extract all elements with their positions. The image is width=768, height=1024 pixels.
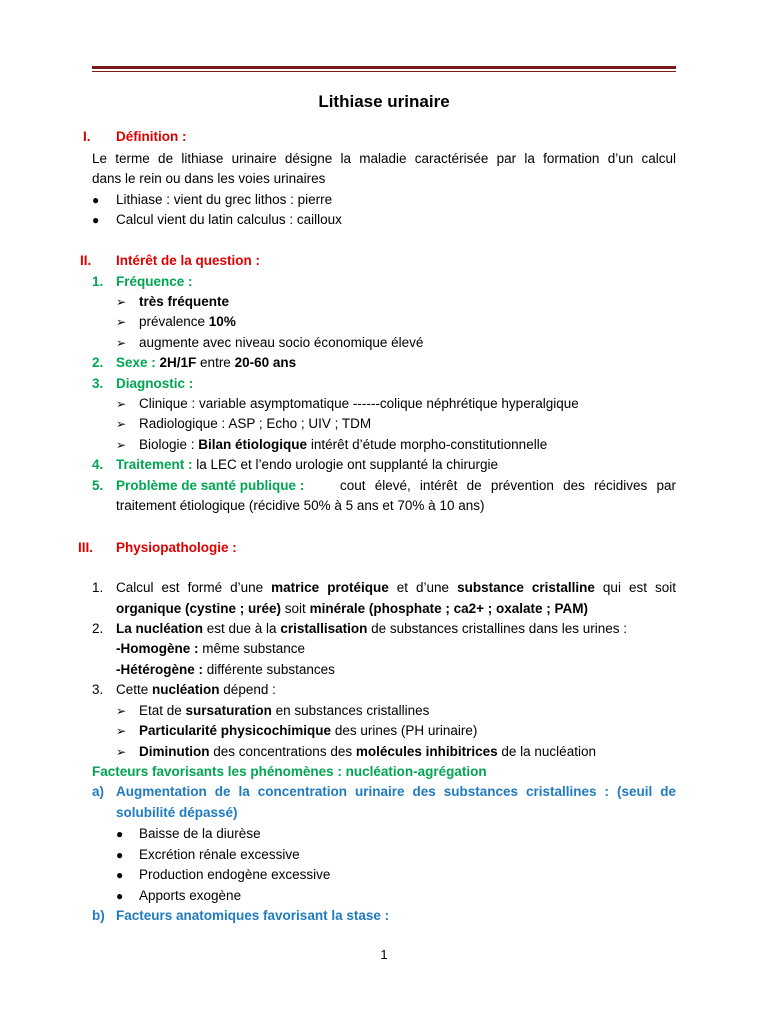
- item-5-label: Problème de santé publique :: [116, 478, 305, 493]
- item-3-number: 3.: [92, 376, 104, 391]
- factor-a-line-1: Augmentation de la concentration urinaire des substances cristallines : (seuil de: [116, 784, 676, 799]
- frequency-point-2: prévalence 10%: [139, 314, 236, 329]
- arrow-bullet-icon: ➢: [116, 438, 127, 452]
- frequency-point-3: augmente avec niveau socio économique élevé: [139, 335, 424, 350]
- bullet-icon: ●: [92, 213, 100, 227]
- page-number: 1: [380, 947, 388, 962]
- item-4-text: Traitement : la LEC et l’endo urologie ont supplanté la chirurgie: [116, 457, 498, 472]
- physio-2-number: 2.: [92, 621, 104, 636]
- item-5-text-1: cout élevé, intérêt de prévention des récidives par: [340, 478, 676, 493]
- definition-line-2: dans le rein ou dans les voies urinaires: [92, 171, 326, 186]
- diagnostic-point-1: Clinique : variable asymptomatique ------colique néphrétique hyperalgique: [139, 396, 579, 411]
- frequency-point-1: très fréquente: [139, 294, 230, 309]
- section-2-number: II.: [80, 253, 92, 268]
- factor-a-number: a): [92, 784, 105, 799]
- factor-a-line-2: solubilité dépassé): [116, 805, 238, 820]
- section-3-heading: Physiopathologie :: [116, 540, 237, 555]
- arrow-bullet-icon: ➢: [116, 397, 127, 411]
- section-1-number: I.: [83, 129, 91, 144]
- document-title: Lithiase urinaire: [318, 92, 450, 111]
- section-1-heading: Définition :: [116, 129, 187, 144]
- item-2-text: Sexe : 2H/1F entre 20-60 ans: [116, 355, 297, 370]
- factor-a-item: Apports exogène: [139, 888, 242, 903]
- factor-b-heading: Facteurs anatomiques favorisant la stase :: [116, 908, 390, 923]
- diagnostic-point-2: Radiologique : ASP ; Echo ; UIV ; TDM: [139, 416, 372, 431]
- physio-1-number: 1.: [92, 580, 104, 595]
- arrow-bullet-icon: ➢: [116, 336, 127, 350]
- arrow-bullet-icon: ➢: [116, 745, 127, 759]
- arrow-bullet-icon: ➢: [116, 315, 127, 329]
- physio-1-line-1: Calcul est formé d’une matrice protéique et d’une substance cristalline qui est soit: [116, 580, 676, 595]
- bullet-icon: ●: [116, 848, 124, 862]
- bullet-icon: ●: [116, 868, 124, 882]
- factors-heading: Facteurs favorisants les phénomènes : nucléation-agrégation: [92, 764, 487, 779]
- physio-2-line-2: -Homogène : même substance: [116, 641, 306, 656]
- definition-bullet-1: Lithiase : vient du grec lithos : pierre: [116, 192, 333, 207]
- nucleation-point-2: Particularité physicochimique des urines (PH urinaire): [139, 723, 478, 738]
- item-5-text-2: traitement étiologique (récidive 50% à 5 ans et 70% à 10 ans): [116, 498, 485, 513]
- physio-3-line-1: Cette nucléation dépend :: [116, 682, 276, 697]
- item-4-number: 4.: [92, 457, 104, 472]
- nucleation-point-3: Diminution des concentrations des molécules inhibitrices de la nucléation: [139, 744, 596, 759]
- physio-3-number: 3.: [92, 682, 104, 697]
- item-5-number: 5.: [92, 478, 104, 493]
- factor-a-item: Baisse de la diurèse: [139, 826, 261, 841]
- bullet-icon: ●: [116, 827, 124, 841]
- nucleation-point-1: Etat de sursaturation en substances cristallines: [139, 703, 430, 718]
- factor-a-item: Excrétion rénale excessive: [139, 847, 300, 862]
- item-1-number: 1.: [92, 274, 104, 289]
- arrow-bullet-icon: ➢: [116, 724, 127, 738]
- item-2-number: 2.: [92, 355, 104, 370]
- definition-line-1: Le terme de lithiase urinaire désigne la maladie caractérisée par la formation d’un calcul: [92, 151, 676, 166]
- arrow-bullet-icon: ➢: [116, 417, 127, 431]
- arrow-bullet-icon: ➢: [116, 295, 127, 309]
- physio-2-line-1: La nucléation est due à la cristallisation de substances cristallines dans les urines :: [116, 621, 628, 636]
- physio-1-line-2: organique (cystine ; urée) soit minérale (phosphate ; ca2+ ; oxalate ; PAM): [116, 601, 589, 616]
- physio-2-line-3: -Hétérogène : différente substances: [116, 662, 335, 677]
- arrow-bullet-icon: ➢: [116, 704, 127, 718]
- section-3-number: III.: [78, 540, 94, 555]
- factor-a-item: Production endogène excessive: [139, 867, 331, 882]
- bullet-icon: ●: [92, 193, 100, 207]
- section-2-heading: Intérêt de la question :: [116, 253, 261, 268]
- diagnostic-point-3: Biologie : Bilan étiologique intérêt d’étude morpho-constitutionnelle: [139, 437, 548, 452]
- item-3-label: Diagnostic :: [116, 376, 194, 391]
- header-rule-thin: [92, 71, 676, 72]
- factor-b-number: b): [92, 908, 105, 923]
- definition-bullet-2: Calcul vient du latin calculus : cailloux: [116, 212, 342, 227]
- header-rule-thick: [92, 66, 676, 69]
- item-1-label: Fréquence :: [116, 274, 193, 289]
- bullet-icon: ●: [116, 889, 124, 903]
